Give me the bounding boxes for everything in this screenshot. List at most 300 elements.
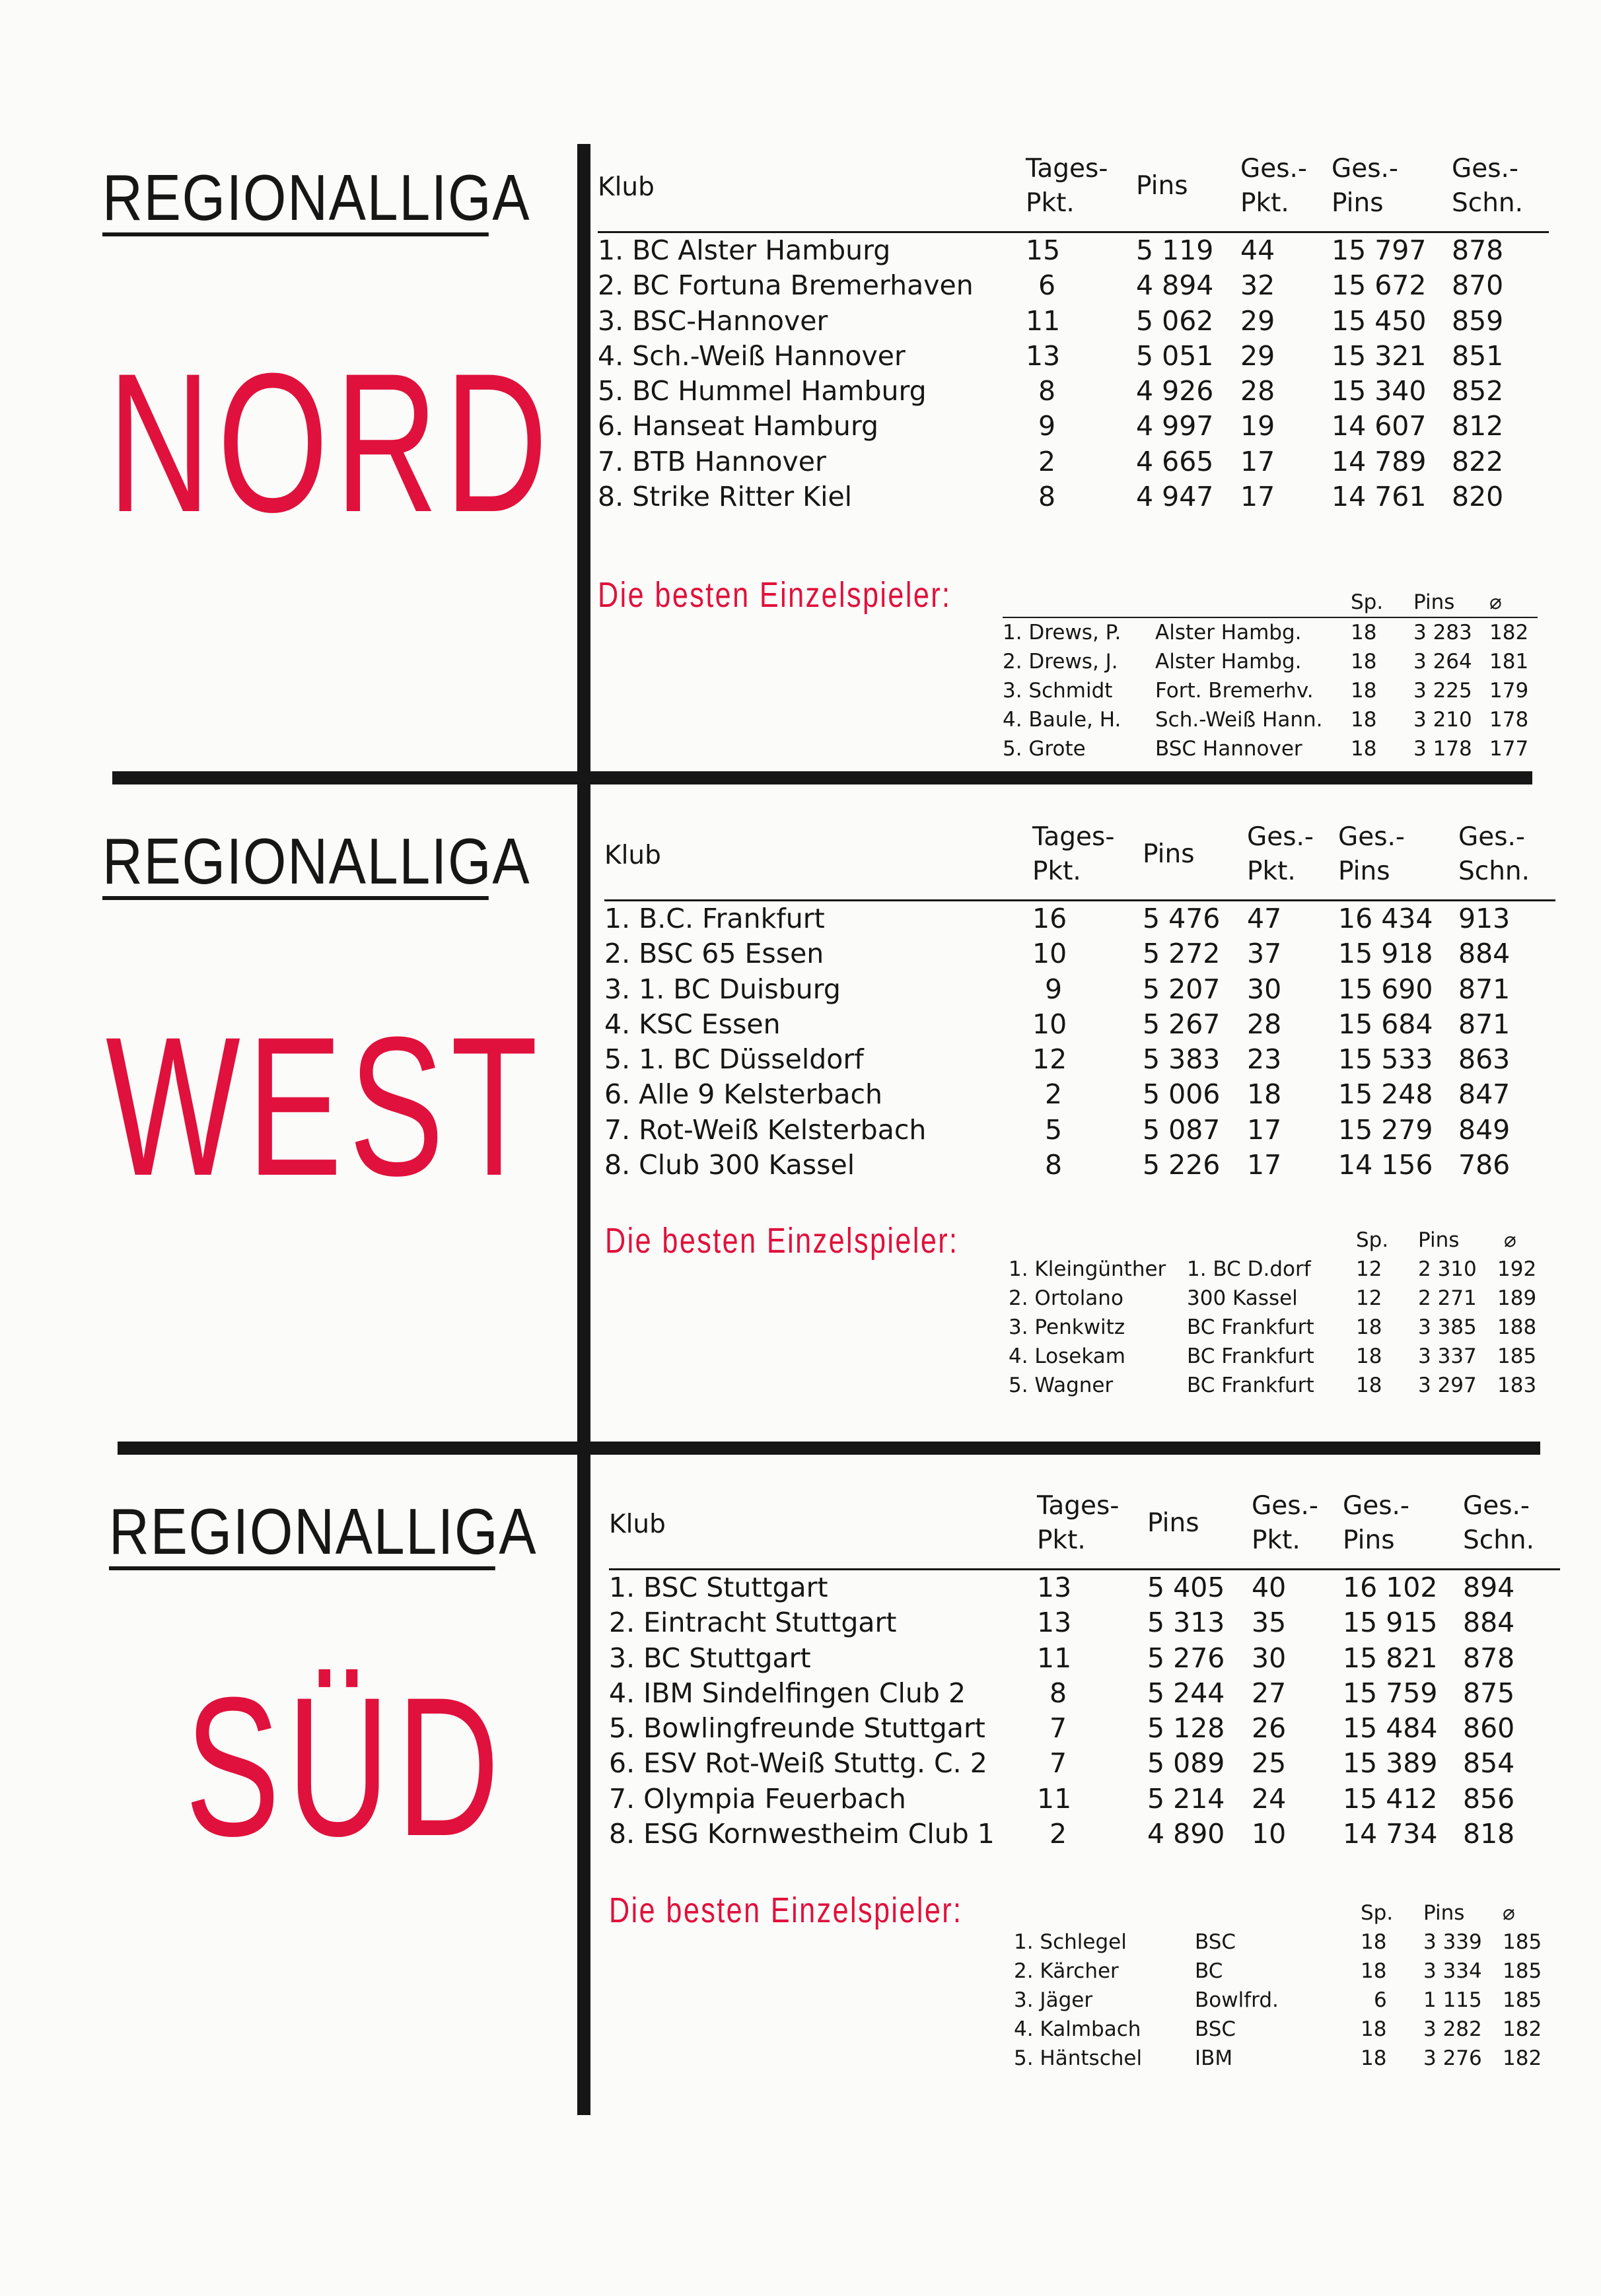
player-sp: 6 [1374,1988,1387,2012]
player-name: 1. Schlegel [1014,1930,1127,1954]
players-col-sp: Sp. [1351,590,1384,614]
player-row [1003,734,1538,763]
player-pins: 3 334 [1423,1959,1482,1983]
player-avg: 178 [1489,708,1529,732]
player-name: 5. Wagner [1009,1374,1114,1397]
player-club: IBM [1195,2046,1233,2070]
cell-gespins: 15 484 [1343,1712,1438,1745]
cell-gesschn: 786 [1458,1149,1511,1181]
regionalliga-heading: REGIONALLIGA [109,1499,495,1570]
player-club: BC [1195,1959,1223,1983]
player-club: Fort. Bremerhv. [1155,679,1314,703]
col-gespkt: Ges.- [1247,822,1314,852]
table-row [598,304,1549,339]
cell-gespkt: 17 [1247,1113,1282,1146]
player-pins: 3 283 [1413,621,1472,644]
col-pins: Pins [1147,1508,1199,1538]
player-sp: 18 [1356,1344,1382,1368]
players-header [1014,1898,1549,1928]
cell-tages: 15 [1026,234,1061,266]
cell-gespins: 15 672 [1332,269,1427,302]
player-name: 5. Grote [1003,737,1086,761]
cell-gesschn: 820 [1452,481,1504,513]
cell-gesschn: 875 [1463,1677,1515,1709]
cell-gespkt: 18 [1247,1078,1282,1111]
cell-gespins: 15 797 [1332,234,1427,266]
cell-pins: 5 062 [1136,304,1214,337]
col-gespkt: Ges.- [1240,154,1308,184]
cell-pins: 5 128 [1147,1712,1225,1745]
cell-gespkt: 27 [1252,1677,1287,1709]
cell-klub: 6. Hanseat Hamburg [598,410,878,442]
col-tages: Tages- [1037,1491,1120,1521]
cell-tages: 11 [1037,1642,1072,1674]
col-tages-2: Pkt. [1026,188,1075,218]
player-pins: 3 264 [1413,650,1472,674]
player-club: BSC [1195,1930,1236,1954]
table-row [598,479,1549,514]
cell-klub: 5. 1. BC Düsseldorf [604,1043,864,1076]
cell-tages: 7 [1050,1747,1067,1780]
player-name: 4. Losekam [1009,1344,1125,1368]
player-club: Bowlfrd. [1195,1988,1279,2012]
player-name: 3. Penkwitz [1009,1315,1125,1339]
player-name: 3. Schmidt [1003,679,1113,703]
cell-gesschn: 852 [1452,375,1504,407]
col-tages-2: Pkt. [1032,856,1081,886]
cell-gespkt: 29 [1240,304,1275,337]
player-sp: 18 [1351,708,1377,732]
cell-klub: 3. BC Stuttgart [609,1642,811,1674]
cell-pins: 4 894 [1136,269,1214,302]
regionalliga-heading: REGIONALLIGA [102,829,489,900]
cell-gespins: 14 156 [1338,1149,1433,1181]
player-sp: 18 [1351,679,1377,703]
region-title: WEST [106,995,545,1217]
cell-klub: 5. BC Hummel Hamburg [598,375,927,407]
player-name: 4. Kalmbach [1014,2017,1141,2041]
cell-gespkt: 37 [1247,938,1282,970]
player-row [1009,1313,1544,1342]
cell-gespkt: 47 [1247,903,1282,934]
cell-pins: 5 214 [1147,1782,1225,1815]
player-name: 4. Baule, H. [1003,708,1121,732]
cell-gespkt: 25 [1252,1747,1287,1780]
cell-gesschn: 913 [1458,903,1511,934]
table-row [609,1782,1560,1817]
players-col-sp: Sp. [1356,1228,1389,1252]
player-avg: 189 [1497,1286,1537,1310]
player-name: 1. Drews, P. [1003,621,1121,644]
player-sp: 18 [1361,2046,1387,2070]
player-pins: 3 385 [1418,1315,1477,1339]
table-row [598,444,1549,479]
col-gespkt-2: Pkt. [1252,1525,1300,1555]
cell-klub: 7. BTB Hannover [598,445,826,477]
player-pins: 3 210 [1413,708,1472,732]
table-row [598,409,1549,444]
cell-gespins: 14 761 [1332,481,1427,513]
cell-gespkt: 17 [1240,445,1275,477]
cell-tages: 9 [1038,410,1056,442]
average-icon: ⌀ [1504,1228,1516,1252]
cell-pins: 4 947 [1136,481,1214,513]
cell-gesschn: 854 [1463,1747,1515,1780]
cell-gesschn: 851 [1452,339,1504,372]
cell-gespins: 15 821 [1343,1642,1438,1674]
cell-gespkt: 28 [1247,1008,1282,1040]
cell-tages: 13 [1037,1572,1072,1603]
player-pins: 3 276 [1423,2046,1482,2070]
cell-tages: 11 [1037,1782,1072,1815]
table-row [598,374,1549,409]
cell-klub: 2. Eintracht Stuttgart [609,1607,897,1639]
player-club: Sch.-Weiß Hann. [1155,708,1323,732]
cell-pins: 5 207 [1143,973,1221,1005]
col-pins: Pins [1143,839,1195,869]
player-club: Alster Hambg. [1155,621,1302,644]
cell-gespkt: 30 [1252,1642,1287,1674]
cell-gesschn: 856 [1463,1782,1515,1815]
player-row [1003,618,1538,647]
cell-klub: 2. BSC 65 Essen [604,938,824,970]
table-header [604,819,1555,901]
table-row [604,1007,1555,1042]
table-header [609,1488,1560,1570]
cell-klub: 8. ESG Kornwestheim Club 1 [609,1818,995,1850]
player-sp: 18 [1351,621,1377,644]
cell-gespkt: 44 [1240,234,1275,266]
players-col-pins: Pins [1423,1901,1465,1925]
cell-gesschn: 860 [1463,1712,1515,1745]
cell-gespins: 16 434 [1338,903,1433,934]
players-col-pins: Pins [1413,590,1455,614]
players-header [1003,588,1538,618]
player-row [1003,705,1538,734]
players-table [1009,1226,1544,1400]
cell-gesschn: 884 [1458,938,1511,970]
best-players-heading: Die besten Einzelspieler: [598,575,952,615]
cell-klub: 7. Rot-Weiß Kelsterbach [604,1113,927,1146]
divider-west-sued [118,1442,1540,1455]
player-avg: 183 [1497,1374,1537,1397]
player-avg: 177 [1489,737,1529,761]
cell-gespins: 15 279 [1338,1113,1433,1146]
player-club: BC Frankfurt [1187,1344,1314,1368]
cell-gespins: 14 734 [1343,1818,1438,1850]
cell-gespins: 14 607 [1332,410,1427,442]
player-row [1003,676,1538,705]
player-avg: 188 [1497,1315,1537,1339]
cell-gespkt: 40 [1252,1572,1287,1603]
cell-klub: 5. Bowlingfreunde Stuttgart [609,1712,985,1745]
players-table [1003,588,1538,763]
player-pins: 3 178 [1413,737,1472,761]
cell-tages: 7 [1050,1712,1067,1745]
player-avg: 185 [1497,1344,1537,1368]
player-row [1014,2015,1549,2044]
player-sp: 18 [1361,1930,1387,1954]
cell-gespkt: 19 [1240,410,1275,442]
player-avg: 182 [1503,2046,1542,2070]
cell-klub: 8. Strike Ritter Kiel [598,481,853,513]
cell-gespkt: 10 [1252,1818,1287,1850]
col-pins: Pins [1136,171,1188,201]
player-sp: 18 [1351,650,1377,674]
player-club: BSC [1195,2017,1236,2041]
player-club: BC Frankfurt [1187,1374,1314,1397]
cell-klub: 1. BSC Stuttgart [609,1572,828,1603]
cell-klub: 3. BSC-Hannover [598,304,828,337]
cell-pins: 5 089 [1147,1747,1225,1780]
col-gespins-2: Pins [1338,856,1390,886]
cell-gespkt: 32 [1240,269,1275,302]
player-pins: 3 339 [1423,1930,1482,1954]
table-row [604,1042,1555,1077]
cell-pins: 5 313 [1147,1607,1225,1639]
player-row [1014,1986,1549,2015]
cell-pins: 5 244 [1147,1677,1225,1709]
cell-tages: 8 [1050,1677,1067,1709]
cell-pins: 5 119 [1136,234,1214,266]
table-row [598,233,1549,268]
table-row [604,1077,1555,1112]
cell-klub: 7. Olympia Feuerbach [609,1782,906,1815]
player-avg: 185 [1503,1959,1542,1983]
player-row [1009,1371,1544,1400]
cell-pins: 5 267 [1143,1008,1221,1040]
cell-pins: 5 276 [1147,1642,1225,1674]
cell-gespins: 15 412 [1343,1782,1438,1815]
cell-pins: 5 051 [1136,339,1214,372]
cell-gespkt: 24 [1252,1782,1287,1815]
cell-pins: 5 226 [1143,1149,1221,1181]
cell-gespins: 15 321 [1332,339,1427,372]
cell-tages: 12 [1032,1043,1067,1076]
cell-gesschn: 870 [1452,269,1504,302]
players-header [1009,1226,1544,1255]
cell-gespins: 15 450 [1332,304,1427,337]
player-avg: 185 [1503,1930,1542,1954]
cell-klub: 8. Club 300 Kassel [604,1149,855,1181]
table-row [604,1148,1555,1183]
col-gespins: Ges.- [1338,822,1405,852]
cell-gespkt: 35 [1252,1607,1287,1639]
cell-tages: 8 [1038,375,1056,407]
players-col-pins: Pins [1418,1228,1460,1252]
cell-pins: 5 006 [1143,1078,1221,1111]
player-sp: 18 [1361,1959,1387,1983]
player-avg: 179 [1489,679,1529,703]
player-row [1014,2044,1549,2073]
cell-tages: 10 [1032,1008,1067,1040]
col-klub: Klub [598,172,655,202]
player-pins: 3 297 [1418,1374,1477,1397]
cell-klub: 6. ESV Rot-Weiß Stuttg. C. 2 [609,1747,987,1780]
cell-gespkt: 26 [1252,1712,1287,1745]
player-avg: 192 [1497,1257,1537,1281]
players-table [1014,1898,1549,2073]
table-row [604,901,1555,936]
cell-gespins: 15 248 [1338,1078,1433,1111]
cell-gespins: 15 690 [1338,973,1433,1005]
col-gespins-2: Pins [1343,1525,1395,1555]
cell-klub: 6. Alle 9 Kelsterbach [604,1078,883,1111]
player-pins: 3 225 [1413,679,1472,703]
cell-pins: 5 272 [1143,938,1221,970]
col-gespins: Ges.- [1343,1491,1410,1521]
col-gesschn-2: Schn. [1452,188,1524,218]
table-row [609,1817,1560,1852]
player-row [1014,1928,1549,1957]
player-avg: 182 [1489,621,1529,644]
player-name: 3. Jäger [1014,1988,1093,2012]
player-club: BSC Hannover [1155,737,1302,761]
player-sp: 12 [1356,1286,1382,1310]
table-row [604,936,1555,971]
cell-gesschn: 894 [1463,1572,1515,1603]
table-row [609,1676,1560,1711]
cell-gesschn: 849 [1458,1113,1511,1146]
best-players-heading: Die besten Einzelspieler: [609,1891,963,1930]
cell-gespins: 14 789 [1332,445,1427,477]
col-klub: Klub [604,841,661,870]
col-gesschn: Ges.- [1452,154,1519,184]
player-row [1009,1284,1544,1313]
cell-tages: 2 [1045,1078,1063,1111]
cell-klub: 2. BC Fortuna Bremerhaven [598,269,974,302]
player-club: 1. BC D.dorf [1187,1257,1311,1281]
cell-tages: 8 [1038,481,1056,513]
player-sp: 18 [1356,1315,1382,1339]
cell-gespins: 15 918 [1338,938,1433,970]
player-avg: 182 [1503,2017,1542,2041]
player-sp: 12 [1356,1257,1382,1281]
player-row [1009,1342,1544,1371]
cell-gesschn: 878 [1463,1642,1515,1674]
cell-tages: 16 [1032,903,1067,934]
cell-tages: 5 [1045,1113,1063,1146]
cell-tages: 6 [1038,269,1056,302]
cell-tages: 2 [1050,1818,1067,1850]
cell-gespins: 16 102 [1343,1572,1438,1603]
cell-gesschn: 878 [1452,234,1504,266]
table-row [609,1641,1560,1676]
standings-table [604,819,1555,1183]
cell-gesschn: 812 [1452,410,1504,442]
player-club: BC Frankfurt [1187,1315,1314,1339]
player-club: 300 Kassel [1187,1286,1298,1310]
cell-klub: 1. BC Alster Hamburg [598,234,891,266]
cell-pins: 4 890 [1147,1818,1225,1850]
cell-klub: 4. KSC Essen [604,1008,781,1040]
cell-gesschn: 871 [1458,1008,1511,1040]
player-name: 2. Ortolano [1009,1286,1123,1310]
player-pins: 3 282 [1423,2017,1482,2041]
best-players-heading: Die besten Einzelspieler: [605,1221,959,1261]
player-sp: 18 [1356,1374,1382,1397]
cell-gesschn: 818 [1463,1818,1515,1850]
player-club: Alster Hambg. [1155,650,1302,674]
table-header [598,151,1549,233]
players-col-sp: Sp. [1361,1901,1394,1925]
cell-pins: 4 665 [1136,445,1214,477]
table-row [609,1570,1560,1605]
col-gespkt: Ges.- [1252,1491,1319,1521]
table-row [609,1711,1560,1746]
region-title: SÜD [185,1655,507,1877]
player-pins: 1 115 [1423,1988,1482,2012]
col-gespkt-2: Pkt. [1240,188,1289,218]
player-pins: 2 310 [1418,1257,1477,1281]
table-row [609,1605,1560,1640]
table-row [604,1113,1555,1148]
cell-pins: 5 087 [1143,1113,1221,1146]
cell-gespins: 15 915 [1343,1607,1438,1639]
table-row [598,268,1549,303]
cell-pins: 5 476 [1143,903,1221,934]
table-row [598,339,1549,374]
cell-klub: 4. IBM Sindelfingen Club 2 [609,1677,966,1709]
cell-pins: 5 383 [1143,1043,1221,1076]
cell-tages: 13 [1026,339,1061,372]
cell-gespkt: 30 [1247,973,1282,1005]
cell-gespins: 15 533 [1338,1043,1433,1076]
player-name: 1. Kleingünther [1009,1257,1166,1281]
cell-gespkt: 17 [1240,481,1275,513]
col-gesschn: Ges.- [1458,822,1526,852]
cell-gespkt: 28 [1240,375,1275,407]
col-tages: Tages- [1032,822,1115,852]
cell-gesschn: 822 [1452,445,1504,477]
cell-pins: 5 405 [1147,1572,1225,1603]
cell-pins: 4 926 [1136,375,1214,407]
player-avg: 185 [1503,1988,1542,2012]
col-gesschn-2: Schn. [1463,1525,1535,1555]
table-row [609,1746,1560,1781]
cell-gespkt: 29 [1240,339,1275,372]
cell-gespins: 15 389 [1343,1747,1438,1780]
cell-tages: 2 [1038,445,1056,477]
player-row [1009,1255,1544,1284]
player-row [1003,647,1538,676]
standings-table [598,151,1549,514]
cell-tages: 10 [1032,938,1067,970]
cell-klub: 1. B.C. Frankfurt [604,903,825,934]
average-icon: ⌀ [1503,1901,1515,1925]
col-gespkt-2: Pkt. [1247,856,1296,886]
cell-gespins: 15 684 [1338,1008,1433,1040]
col-tages: Tages- [1026,154,1108,184]
player-name: 2. Drews, J. [1003,650,1118,674]
player-name: 5. Häntschel [1014,2046,1143,2070]
divider-nord-west [112,771,1532,784]
col-gesschn: Ges.- [1463,1491,1530,1521]
cell-pins: 4 997 [1136,410,1214,442]
cell-tages: 9 [1045,973,1063,1005]
regionalliga-heading: REGIONALLIGA [102,165,489,236]
cell-gesschn: 871 [1458,973,1511,1005]
player-avg: 181 [1489,650,1529,674]
cell-gespins: 15 340 [1332,375,1427,407]
player-name: 2. Kärcher [1014,1959,1119,1983]
cell-tages: 11 [1026,304,1061,337]
cell-tages: 13 [1037,1607,1072,1639]
cell-gespins: 15 759 [1343,1677,1438,1709]
table-row [604,972,1555,1007]
cell-tages: 8 [1045,1149,1063,1181]
cell-gesschn: 863 [1458,1043,1511,1076]
